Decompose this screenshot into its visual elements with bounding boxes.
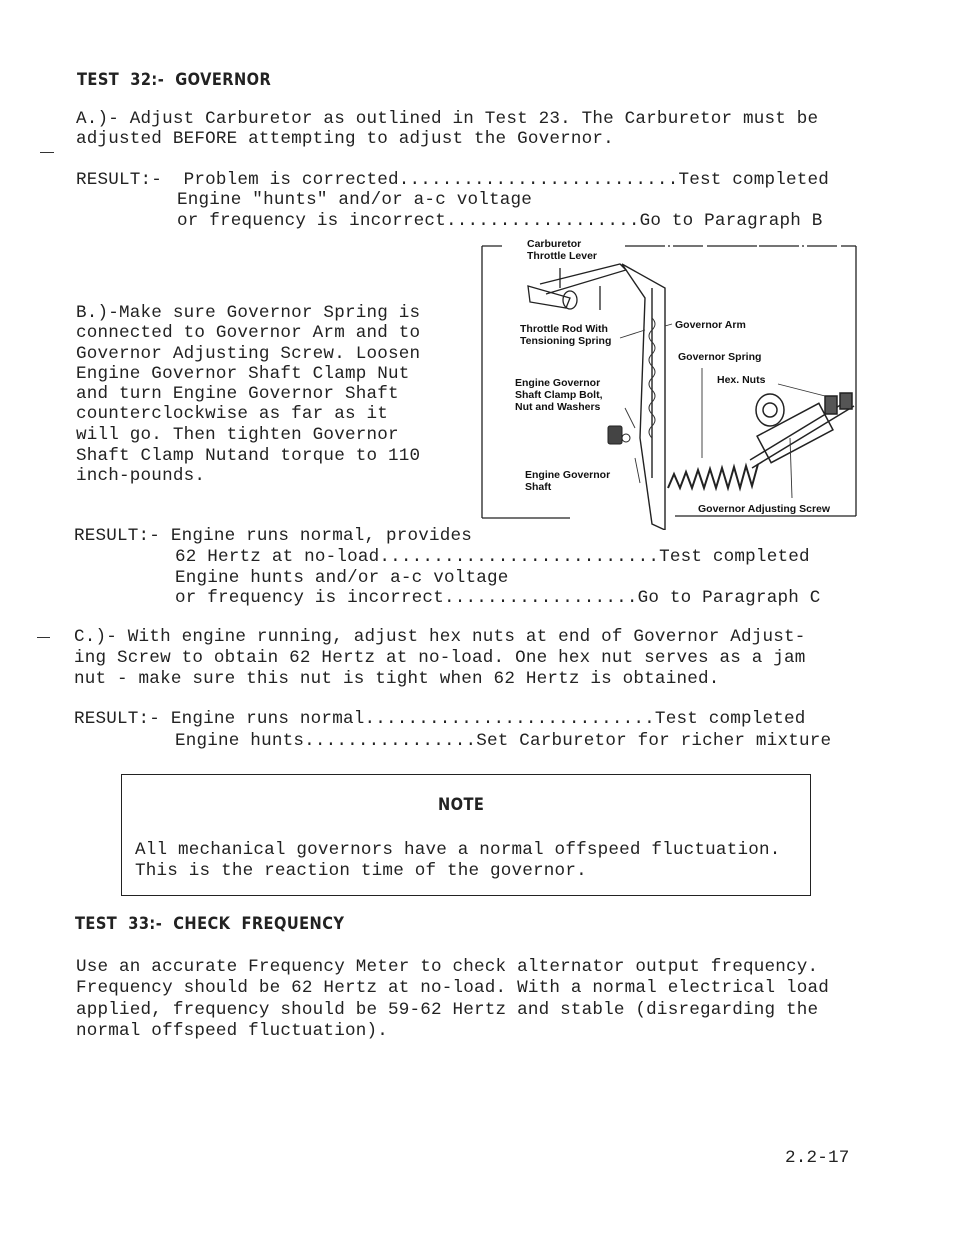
adjusting-screw-icon bbox=[750, 393, 854, 468]
carburetor-lever-icon bbox=[528, 264, 626, 310]
test33-line4: normal offspeed fluctuation). bbox=[76, 1021, 388, 1041]
para-b-line4: Engine Governor Shaft Clamp Nut bbox=[76, 364, 410, 384]
label-governor-arm: Governor Arm bbox=[675, 319, 746, 331]
label-governor-spring: Governor Spring bbox=[678, 351, 762, 363]
test33-line2: Frequency should be 62 Hertz at no-load. With a normal electrical load bbox=[76, 978, 830, 998]
test33-line3: applied, frequency should be 59-62 Hertz and stable (disregarding the bbox=[76, 1000, 819, 1020]
margin-mark bbox=[40, 152, 54, 153]
clamp-bolt-icon bbox=[608, 426, 630, 444]
para-b-line6: counterclockwise as far as it bbox=[76, 404, 388, 424]
governor-spring-icon bbox=[668, 464, 758, 488]
result-b-line2: 62 Hertz at no-load..........................Test completed bbox=[175, 547, 810, 567]
label-carburetor-lever: Carburetor Throttle Lever bbox=[527, 238, 598, 262]
result-a-line3: or frequency is incorrect..................Go to Paragraph B bbox=[177, 211, 823, 231]
margin-mark bbox=[37, 637, 50, 638]
para-a-line2: adjusted BEFORE attempting to adjust the Governor. bbox=[76, 129, 614, 149]
test32-heading: TEST 32:- GOVERNOR bbox=[77, 70, 272, 90]
para-b-line3: Governor Adjusting Screw. Loosen bbox=[76, 344, 421, 364]
result-c-line2: Engine hunts................Set Carburetor for richer mixture bbox=[175, 731, 832, 751]
label-adjusting-screw: Governor Adjusting Screw bbox=[698, 503, 831, 515]
result-c-line1: RESULT:- Engine runs normal...........................Test completed bbox=[74, 709, 806, 729]
para-b-line8: Shaft Clamp Nutand torque to 110 bbox=[76, 446, 421, 466]
result-b-line3: Engine hunts and/or a-c voltage bbox=[175, 568, 509, 588]
note-line2: This is the reaction time of the governor. bbox=[135, 861, 587, 881]
governor-arm-icon bbox=[622, 264, 665, 530]
governor-figure bbox=[480, 238, 860, 530]
result-b-line4: or frequency is incorrect..................Go to Paragraph C bbox=[175, 588, 821, 608]
para-a-line1: A.)- Adjust Carburetor as outlined in Test 23. The Carburetor must be bbox=[76, 109, 819, 129]
para-b-line5: and turn Engine Governor Shaft bbox=[76, 384, 399, 404]
test33-line1: Use an accurate Frequency Meter to check alternator output frequency. bbox=[76, 957, 819, 977]
para-b-line9: inch-pounds. bbox=[76, 466, 206, 486]
para-b-line7: will go. Then tighten Governor bbox=[76, 425, 399, 445]
para-c-line2: ing Screw to obtain 62 Hertz at no-load. One hex nut serves as a jam bbox=[74, 648, 806, 668]
note-title: NOTE bbox=[438, 795, 485, 815]
para-b-line2: connected to Governor Arm and to bbox=[76, 323, 421, 343]
para-c-line3: nut - make sure this nut is tight when 62 Hertz is obtained. bbox=[74, 669, 720, 689]
result-b-line1: RESULT:- Engine runs normal, provides bbox=[74, 526, 473, 546]
test33-heading: TEST 33:- CHECK FREQUENCY bbox=[75, 914, 345, 934]
label-governor-shaft: Engine Governor Shaft bbox=[525, 469, 611, 493]
result-a-line2: Engine "hunts" and/or a-c voltage bbox=[177, 190, 533, 210]
result-a-line1: RESULT:- Problem is corrected..........................Test completed bbox=[76, 170, 830, 190]
label-throttle-rod: Throttle Rod With Tensioning Spring bbox=[520, 323, 612, 347]
note-line1: All mechanical governors have a normal offspeed fluctuation. bbox=[135, 840, 781, 860]
page-number: 2.2-17 bbox=[785, 1148, 850, 1168]
label-hex-nuts: Hex. Nuts bbox=[717, 374, 766, 386]
para-b-line1: B.)-Make sure Governor Spring is bbox=[76, 303, 421, 323]
label-clamp-bolt: Engine Governor Shaft Clamp Bolt, Nut and Washers bbox=[515, 377, 603, 413]
para-c-line1: C.)- With engine running, adjust hex nuts at end of Governor Adjust- bbox=[74, 627, 806, 647]
